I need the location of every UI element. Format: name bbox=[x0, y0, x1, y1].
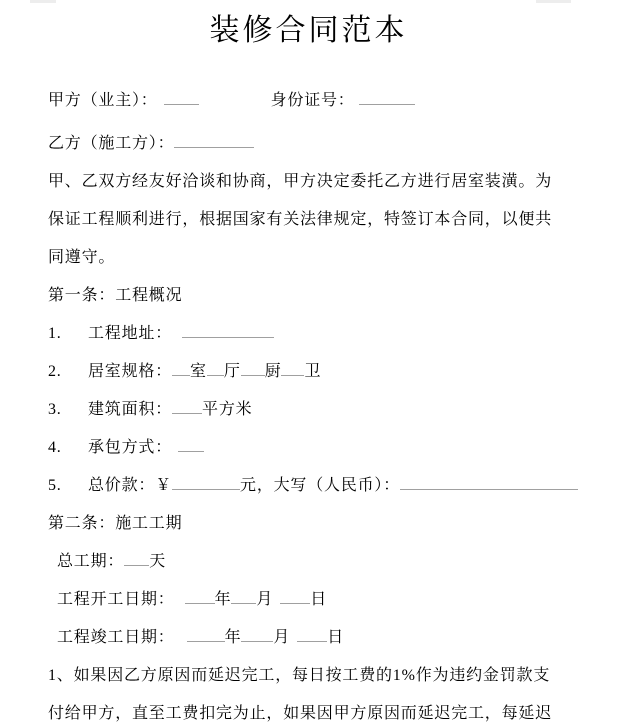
item5-mid-label: 元，大写（人民币）： bbox=[240, 477, 401, 494]
intro-line-1: 甲、乙双方经友好洽谈和协商，甲方决定委托乙方进行居室装潢。为 bbox=[48, 173, 553, 190]
halls-count-blank bbox=[207, 361, 224, 376]
baths-count-blank bbox=[281, 361, 304, 376]
duration-label: 总工期： bbox=[57, 553, 125, 570]
end-year-label: 年 bbox=[224, 629, 242, 646]
rooms-count-blank bbox=[172, 361, 190, 376]
item3-label: 建筑面积： bbox=[88, 401, 173, 418]
item1-number: 1. bbox=[48, 325, 62, 342]
start-day-label: 日 bbox=[310, 591, 328, 608]
start-date-line bbox=[48, 581, 579, 619]
item2-label: 居室规格： bbox=[88, 363, 173, 380]
start-date-label: 工程开工日期： bbox=[57, 591, 175, 608]
price-numeric-blank bbox=[172, 475, 240, 490]
unit-bath: 卫 bbox=[304, 363, 322, 380]
unit-room: 室 bbox=[190, 363, 207, 380]
item-contract-method bbox=[48, 429, 579, 467]
item3-number: 3. bbox=[48, 401, 62, 418]
penalty-line-2: 付给甲方，直至工费扣完为止，如果因甲方原因而延迟完工，每延迟 bbox=[48, 705, 553, 722]
item5-number: 5. bbox=[48, 477, 62, 494]
party-b-label: 乙方（施工方）： bbox=[48, 135, 175, 152]
item-building-area bbox=[48, 391, 579, 429]
start-year-blank bbox=[185, 589, 215, 604]
id-number-blank bbox=[359, 90, 415, 105]
area-blank bbox=[172, 399, 202, 414]
item-total-price bbox=[48, 467, 579, 505]
end-date-label: 工程竣工日期： bbox=[57, 629, 175, 646]
project-address-blank bbox=[182, 323, 274, 338]
item4-label: 承包方式： bbox=[88, 439, 173, 456]
party-b-name-blank bbox=[174, 133, 254, 148]
contract-method-blank bbox=[178, 437, 204, 452]
start-year-label: 年 bbox=[214, 591, 232, 608]
party-a-line bbox=[48, 82, 579, 120]
item4-number: 4. bbox=[48, 439, 62, 456]
document-body bbox=[0, 82, 617, 725]
end-month-label: 月 bbox=[273, 629, 291, 646]
end-day-label: 日 bbox=[327, 629, 345, 646]
item2-number: 2. bbox=[48, 363, 62, 380]
end-year-blank bbox=[187, 627, 225, 642]
item1-label: 工程地址： bbox=[88, 325, 173, 342]
party-a-name-blank bbox=[164, 90, 199, 105]
item-room-spec bbox=[48, 353, 579, 391]
price-words-blank bbox=[400, 475, 578, 490]
document-title: 装修合同范本 bbox=[209, 14, 408, 47]
unit-kitchen: 厨 bbox=[264, 363, 282, 380]
kitchens-count-blank bbox=[241, 361, 265, 376]
duration-unit: 天 bbox=[149, 553, 167, 570]
section1-heading: 第一条：工程概况 bbox=[48, 287, 183, 304]
area-unit: 平方米 bbox=[202, 401, 253, 418]
penalty-line-1: 1、如果因乙方原因而延迟完工，每日按工费的1%作为违约金罚款支 bbox=[48, 667, 551, 684]
end-month-blank bbox=[241, 627, 273, 642]
item-project-address bbox=[48, 315, 579, 353]
start-month-label: 月 bbox=[256, 591, 274, 608]
end-date-line bbox=[48, 619, 579, 657]
top-left-ui-artifact bbox=[30, 0, 56, 3]
party-b-line bbox=[48, 125, 579, 163]
duration-line bbox=[48, 543, 579, 581]
top-right-ui-artifact bbox=[536, 0, 571, 3]
unit-hall: 厅 bbox=[223, 363, 241, 380]
intro-line-3: 同遵守。 bbox=[48, 249, 116, 266]
duration-days-blank bbox=[124, 551, 149, 566]
start-month-blank bbox=[231, 589, 256, 604]
end-day-blank bbox=[297, 627, 327, 642]
item5-label: 总价款：￥ bbox=[88, 477, 173, 494]
intro-line-2: 保证工程顺利进行，根据国家有关法律规定，特签订本合同，以便共 bbox=[48, 211, 553, 228]
party-a-label: 甲方（业主）： bbox=[48, 92, 158, 109]
section2-heading: 第二条：施工工期 bbox=[48, 515, 183, 532]
start-day-blank bbox=[280, 589, 310, 604]
id-number-label: 身份证号： bbox=[270, 92, 355, 109]
